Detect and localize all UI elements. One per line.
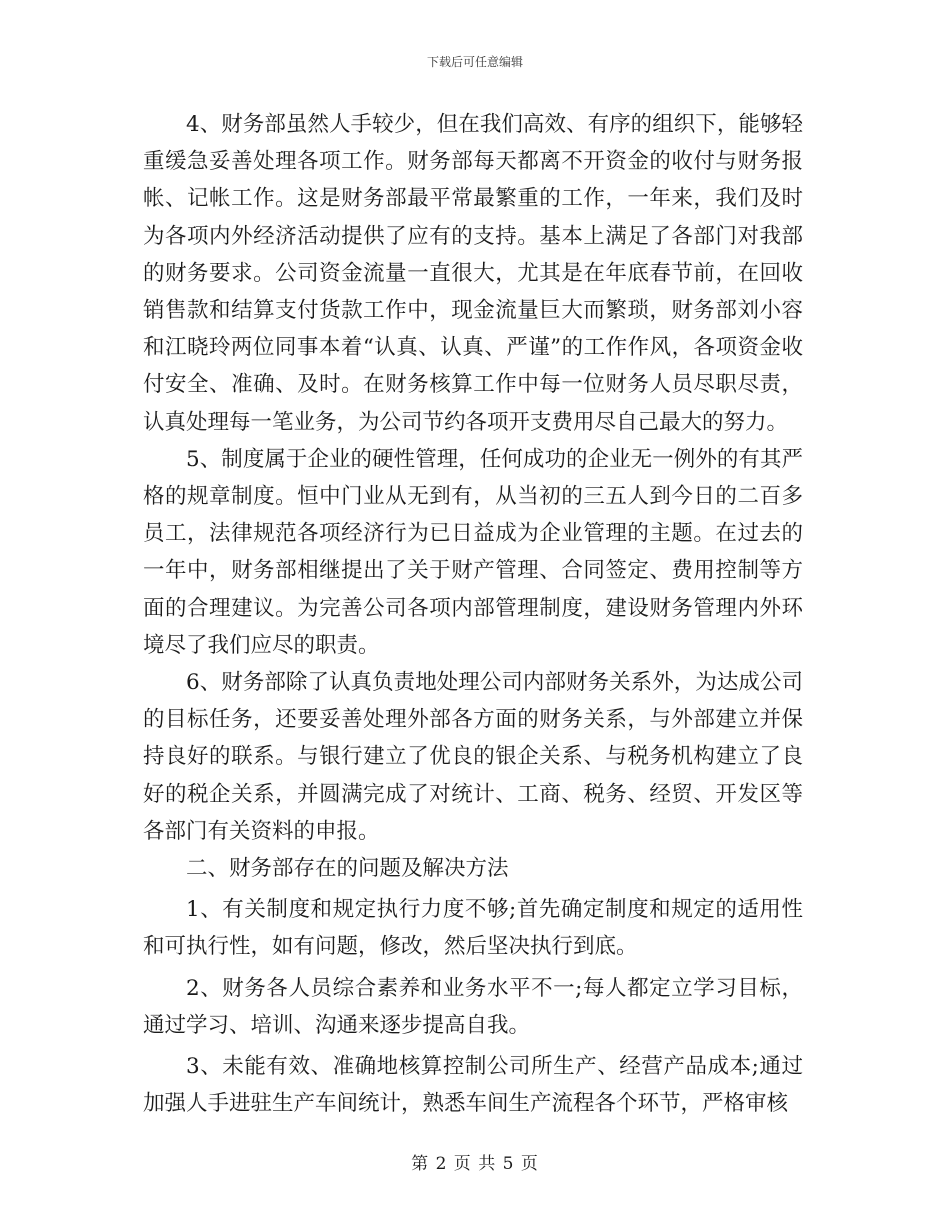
page-header-note: 下载后可任意编辑 (426, 55, 523, 69)
paragraph-item-4: 4、财务部虽然人手较少，但在我们高效、有序的组织下，能够轻重缓急妥善处理各项工作。财务部每天都离不开资金的收付与财务报帐、记帐工作。这是财务部最平常最繁重的工作，一年来，我们及时为各项内外经济活动提供了应有的支持。基本上满足了各部门对我部的财务要求。公司资金流量一直很大，尤其是在年底春节前，在回收销售款和结算支付货款工作中，现金流量巨大而繁琐，财务部刘小容和江晓玲两位同事本着“认真、认真、严谨”的工作作风，各项资金收付安全、准确、及时。在财务核算工作中每一位财务人员尽职尽责，认真处理每一笔业务，为公司节约各项开支费用尽自己最大的努力。 (143, 112, 803, 435)
paragraph-item-5: 5、制度属于企业的硬性管理，任何成功的企业无一例外的有其严格的规章制度。恒中门业从无到有，从当初的三五人到今日的二百多员工，法律规范各项经济行为已日益成为企业管理的主题。在过去的一年中，财务部相继提出了关于财产管理、合同签定、费用控制等方面的合理建议。为完善公司各项内部管理制度，建设财务管理内外环境尽了我们应尽的职责。 (143, 446, 803, 658)
paragraph-item-6: 6、财务部除了认真负责地处理公司内部财务关系外，为达成公司的目标任务，还要妥善处理外部各方面的财务关系，与外部建立并保持良好的联系。与银行建立了优良的银企关系、与税务机构建立了良好的税企关系，并圆满完成了对统计、工商、税务、经贸、开发区等各部门有关资料的申报。 (143, 670, 803, 844)
section-heading-problems: 二、财务部存在的问题及解决方法 (186, 856, 509, 882)
problem-item-1: 1、有关制度和规定执行力度不够;首先确定制度和规定的适用性和可执行性，如有问题，修改，然后坚决执行到底。 (143, 897, 803, 960)
page-number: 第 2 页 共 5 页 (411, 1154, 539, 1174)
document-body (143, 106, 803, 1122)
problem-item-3: 3、未能有效、准确地核算控制公司所生产、经营产品成本;通过加强人手进驻生产车间统计，熟悉车间生产流程各个环节，严格审核 (143, 1054, 803, 1117)
problem-item-2: 2、财务各人员综合素养和业务水平不一;每人都定立学习目标，通过学习、培训、沟通来逐步提高自我。 (143, 975, 803, 1038)
